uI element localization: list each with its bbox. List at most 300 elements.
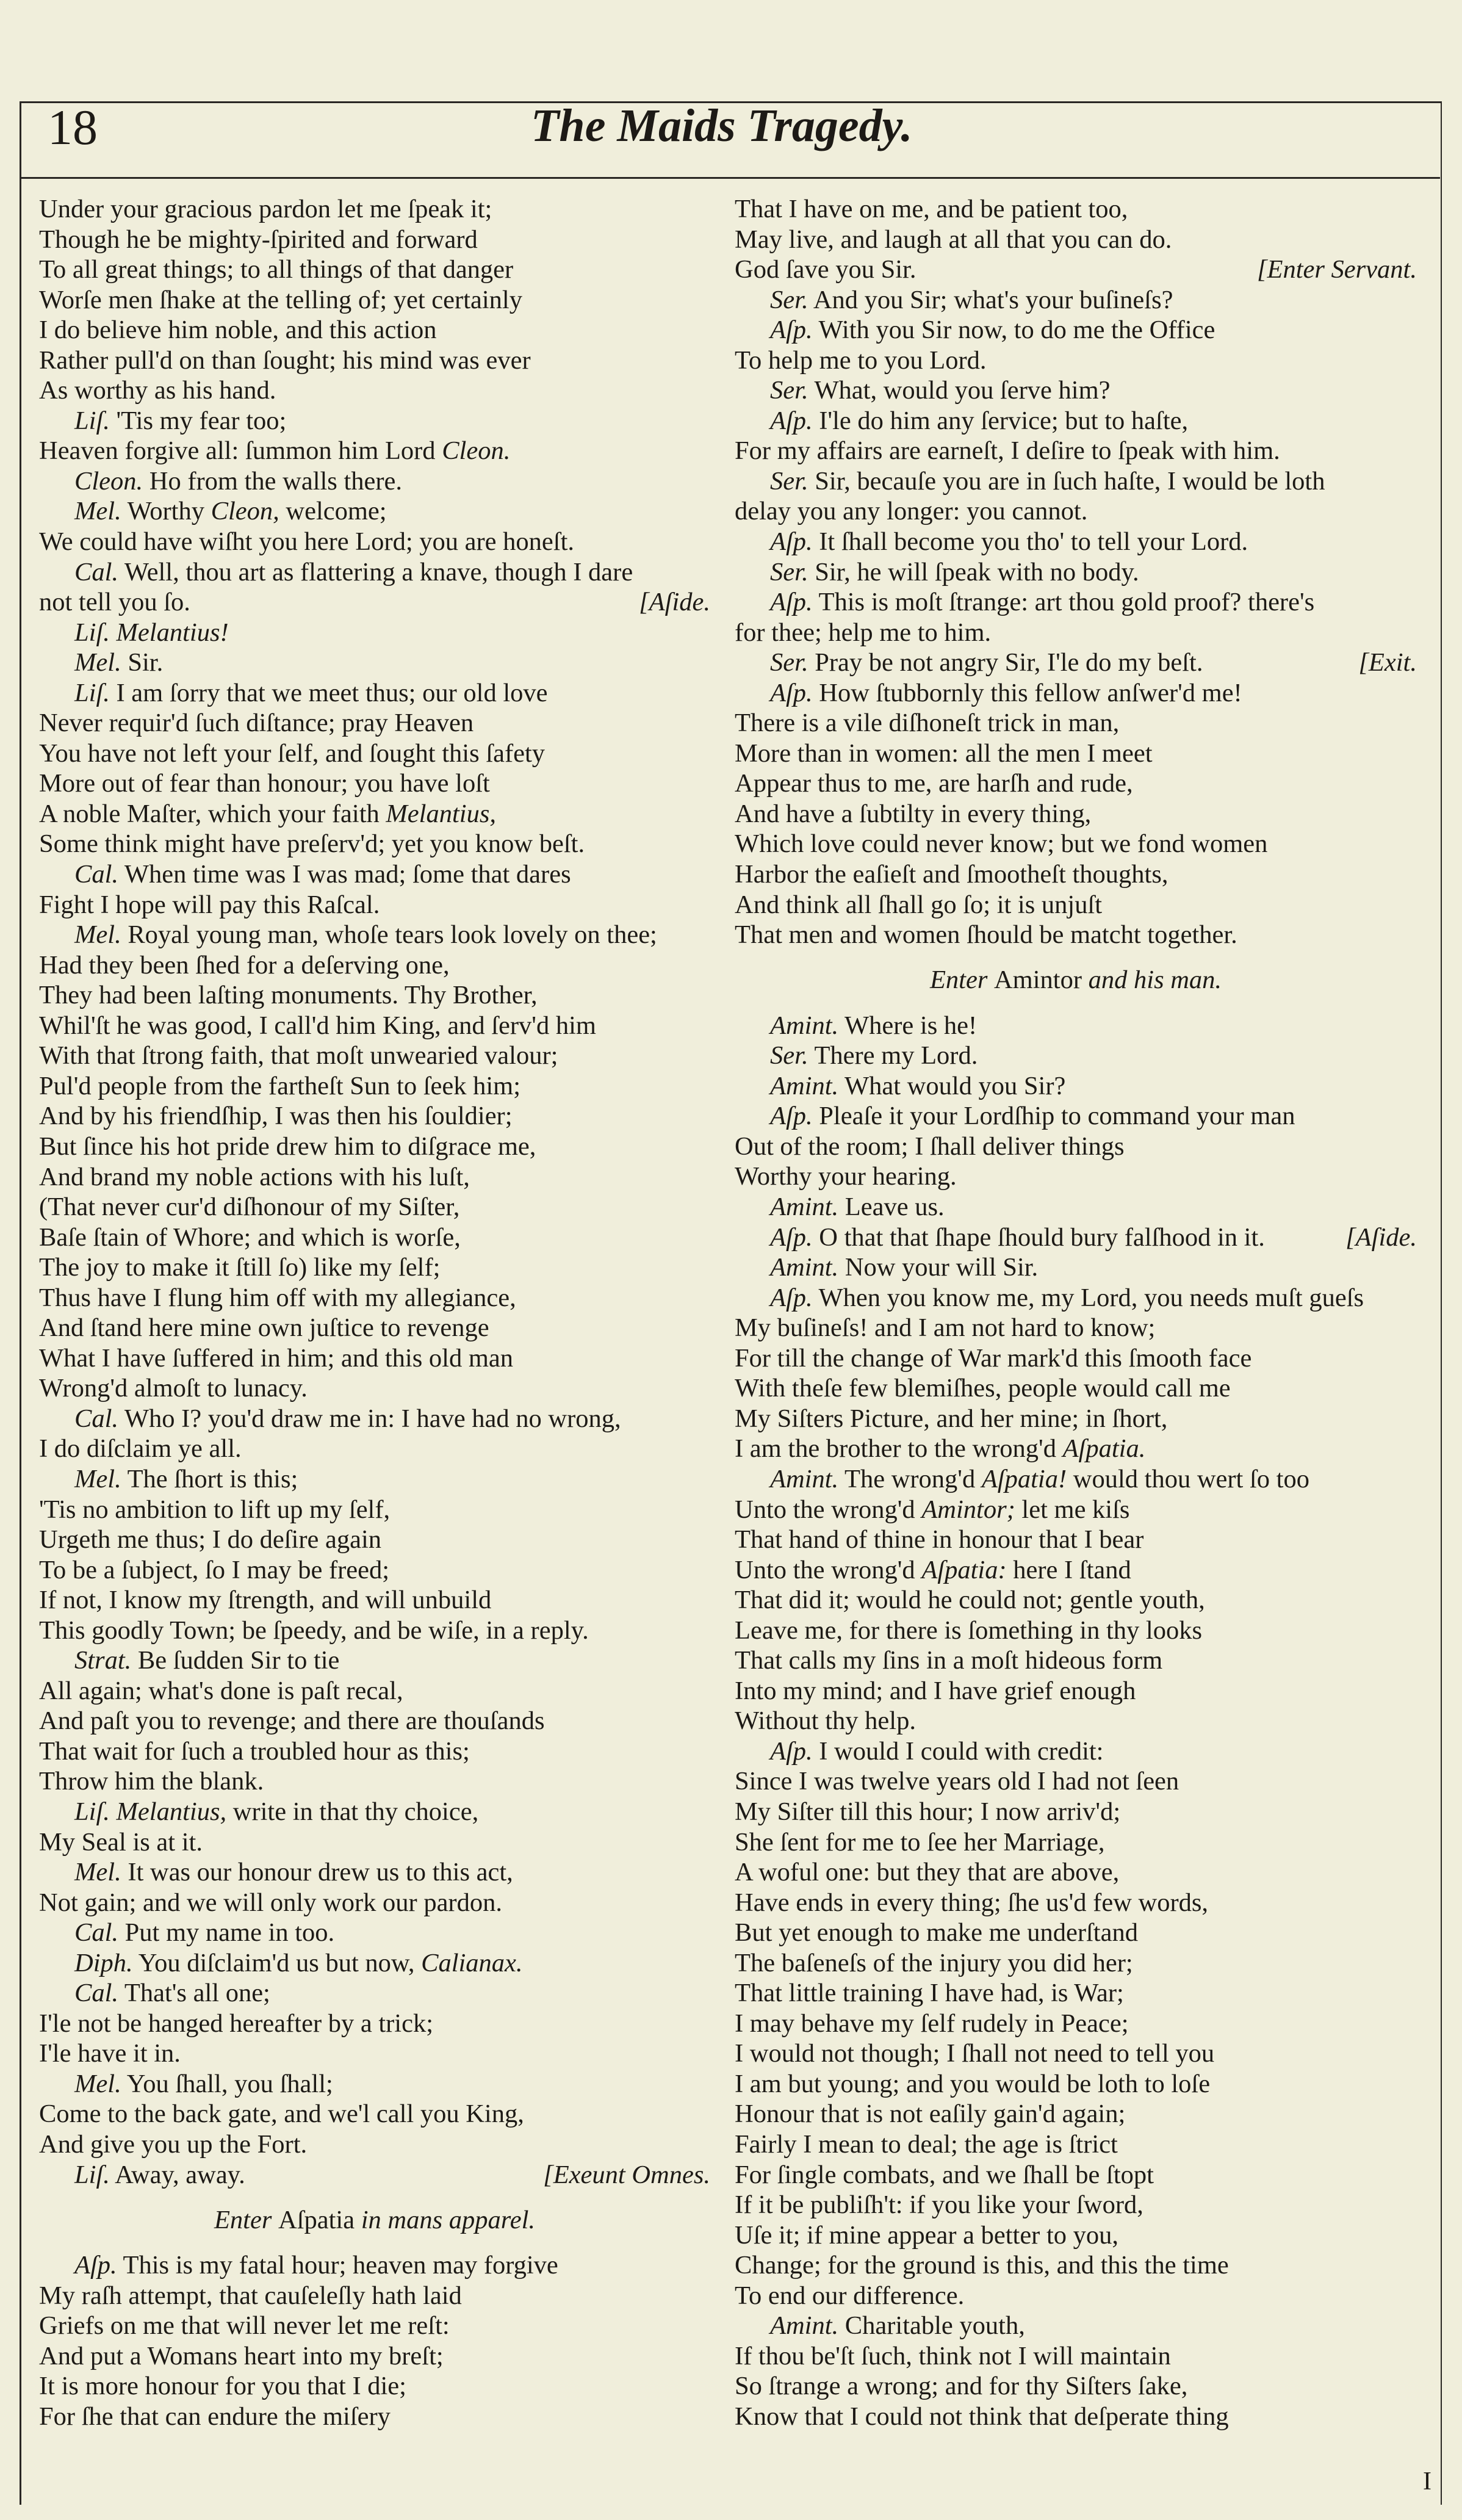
text-line <box>735 1857 1417 1888</box>
dialogue-text: The ſhort is this; <box>127 1464 298 1493</box>
text-line <box>735 1434 1417 1464</box>
dialogue-text: Since I was twelve years old I had not ſeen <box>735 1767 1179 1796</box>
dialogue-text: My Siſters Picture, and her mine; in ſhort, <box>735 1404 1168 1433</box>
text-line <box>39 1192 710 1222</box>
speaker-name: Cal. <box>74 860 119 889</box>
dialogue-text: Out of the room; I ſhall deliver things <box>735 1132 1125 1161</box>
dialogue-text: May live, and laugh at all that you can do. <box>735 225 1172 254</box>
stage-direction-text: and his man. <box>1088 966 1222 995</box>
dialogue-text: It was our honour drew us to this act, <box>128 1858 513 1887</box>
text-line <box>735 1313 1417 1343</box>
dialogue-text: And think all ſhall go ſo; it is unjuſt <box>735 890 1103 919</box>
dialogue-text: The joy to make it ſtill ſo) like my ſelf; <box>39 1253 441 1282</box>
text-line <box>39 1616 710 1646</box>
text-line <box>735 315 1417 345</box>
italic-name: Aſpatia. <box>1062 1434 1146 1464</box>
text-line <box>735 859 1417 890</box>
dialogue-text: Heaven forgive all: ſummon him Lord <box>39 436 442 466</box>
speaker-name: Strat. <box>74 1646 132 1675</box>
spacer <box>39 2190 710 2205</box>
dialogue-text: That calls my ſins in a moſt hideous form <box>735 1646 1163 1675</box>
text-column-left <box>39 194 710 2432</box>
text-line <box>39 345 710 376</box>
text-line <box>735 2341 1417 2372</box>
dialogue-text: Fight I hope will pay this Raſcal. <box>39 890 380 919</box>
running-title: The Maids Tragedy. <box>531 100 913 151</box>
text-line <box>735 1766 1417 1797</box>
text-line <box>39 1948 710 1979</box>
speaker-name: Ser. <box>770 466 808 496</box>
dialogue-text: Under your gracious pardon let me ſpeak it; <box>39 195 492 223</box>
dialogue-text: Who I? you'd draw me in: I have had no wrong, <box>124 1404 621 1433</box>
text-line <box>39 2205 710 2236</box>
dialogue-text: For ſhe that can endure the miſery <box>39 2402 391 2431</box>
dialogue-text: Unto the wrong'd <box>735 1495 922 1524</box>
speaker-name: Cal. <box>74 1979 119 2008</box>
text-line <box>39 1918 710 1948</box>
text-line <box>735 1706 1417 1736</box>
text-line <box>39 1071 710 1102</box>
dialogue-text: That hand of thine in honour that I bear <box>735 1525 1144 1554</box>
speaker-name: Aſp. <box>770 588 813 617</box>
italic-name: Aſpatia! <box>981 1464 1067 1493</box>
speaker-name: Aſp. <box>770 527 813 557</box>
dialogue-text: This goodly Town; be ſpeedy, and be wiſe, in a reply. <box>39 1616 589 1645</box>
dialogue-text: She ſent for me to ſee her Marriage, <box>735 1827 1105 1857</box>
text-line <box>735 375 1417 406</box>
stage-direction: [Exeunt Omnes. <box>543 2160 710 2189</box>
text-line <box>735 1373 1417 1404</box>
dialogue-text: Fairly I mean to deal; the age is ſtrict <box>735 2129 1118 2159</box>
dialogue-text: Some think might have preſerv'd; yet you know beſt. <box>39 829 585 859</box>
speaker-name: Liſ. <box>74 2160 110 2189</box>
text-line <box>39 2129 710 2160</box>
text-line <box>735 1797 1417 1827</box>
dialogue-text: Charitable youth, <box>844 2311 1025 2341</box>
dialogue-text: Ho from the walls there. <box>149 466 403 496</box>
text-line <box>735 1343 1417 1374</box>
text-line <box>39 527 710 557</box>
dialogue-text: They had been laſting monuments. Thy Brother, <box>39 981 538 1010</box>
text-line <box>39 587 710 618</box>
dialogue-text: What would you Sir? <box>844 1071 1066 1100</box>
italic-name: Calianax. <box>421 1948 523 1977</box>
italic-name: Amintor; <box>921 1495 1015 1524</box>
dialogue-text: I'le have it in. <box>39 2039 181 2068</box>
dialogue-text: My Seal is at it. <box>39 1827 203 1857</box>
speaker-name: Amint. <box>770 2311 839 2341</box>
text-line <box>735 557 1417 588</box>
speaker-name: Aſp. <box>74 2251 117 2280</box>
text-line <box>735 466 1417 497</box>
text-line <box>735 799 1417 829</box>
speaker-name: Aſp. <box>770 1283 813 1312</box>
dialogue-text: Have ends in every thing; ſhe us'd few words, <box>735 1888 1209 1917</box>
spacer <box>735 995 1417 1011</box>
dialogue-text: And paſt you to revenge; and there are thouſands <box>39 1706 545 1736</box>
text-line <box>735 2009 1417 2039</box>
text-line <box>735 1585 1417 1616</box>
dialogue-text: My raſh attempt, that cauſeleſly hath laid <box>39 2281 462 2310</box>
dialogue-text: I may behave my ſelf rudely in Peace; <box>735 2009 1129 2038</box>
speaker-name: Amint. <box>770 1071 839 1100</box>
speaker-name: Cal. <box>74 1918 119 1948</box>
text-line <box>735 1071 1417 1102</box>
speaker-name: Amint. <box>770 1193 839 1222</box>
speaker-name: Mel. <box>74 648 121 677</box>
speaker-name: Ser. <box>770 376 808 405</box>
dialogue-text: Urgeth me thus; I do deſire again <box>39 1525 382 1554</box>
text-line <box>735 1132 1417 1162</box>
dialogue-text: Where is he! <box>844 1011 978 1040</box>
speaker-name: Liſ. <box>74 618 110 647</box>
dialogue-text: So ſtrange a wrong; and for thy Siſters ſake, <box>735 2372 1188 2401</box>
stage-direction: [Exit. <box>1358 648 1417 677</box>
text-line <box>39 1555 710 1586</box>
dialogue-text: That men and women ſhould be matcht together. <box>735 920 1237 950</box>
dialogue-text: Worthy <box>127 497 211 526</box>
dialogue-text: We could have wiſht you here Lord; you are honeſt. <box>39 527 574 557</box>
italic-name: Aſpatia: <box>921 1555 1007 1584</box>
text-line <box>39 225 710 255</box>
dialogue-text: Whil'ſt he was good, I call'd him King, and ſerv'd him <box>39 1011 596 1040</box>
speaker-name: Amint. <box>770 1011 839 1040</box>
dialogue-text: I am the brother to the wrong'd <box>735 1434 1063 1464</box>
speaker-name: Ser. <box>770 1041 808 1070</box>
text-line <box>735 890 1417 920</box>
speaker-name: Mel. <box>74 1464 121 1493</box>
text-line <box>735 225 1417 255</box>
dialogue-text: Now your will Sir. <box>844 1253 1039 1282</box>
dialogue-text: 'Tis my fear too; <box>116 406 287 435</box>
dialogue-text: Had they been ſhed for a deſerving one, <box>39 950 450 980</box>
dialogue-text: A noble Maſter, which your faith <box>39 799 386 828</box>
dialogue-text: If thou be'ſt ſuch, think not I will maintain <box>735 2341 1171 2370</box>
text-line <box>735 2250 1417 2281</box>
speaker-name: Aſp. <box>770 1222 813 1252</box>
dialogue-text: Be ſudden Sir to tie <box>137 1646 340 1675</box>
dialogue-text: I would not though; I ſhall not need to tell you <box>735 2039 1215 2068</box>
speaker-name: Ser. <box>770 285 808 314</box>
text-line <box>39 1797 710 1827</box>
text-line <box>735 1676 1417 1706</box>
dialogue-text: That did it; would he could not; gentle youth, <box>735 1586 1205 1615</box>
text-line <box>735 285 1417 316</box>
text-line <box>39 2009 710 2039</box>
dialogue-text: To be a ſubject, ſo I may be freed; <box>39 1555 390 1584</box>
dialogue-text: I'le not be hanged hereafter by a trick; <box>39 2009 434 2038</box>
text-line <box>735 2129 1417 2160</box>
text-line <box>39 1252 710 1283</box>
text-line <box>39 1101 710 1132</box>
text-line <box>39 1495 710 1525</box>
text-line <box>39 2160 710 2190</box>
text-line <box>39 1585 710 1616</box>
dialogue-text: There is a vile diſhoneſt trick in man, <box>735 709 1120 738</box>
text-line <box>39 2371 710 2402</box>
stage-direction: [Enter Servant. <box>1256 255 1417 284</box>
text-line <box>735 1736 1417 1767</box>
text-line <box>735 496 1417 527</box>
dialogue-text: And brand my noble actions with his luſt, <box>39 1162 470 1191</box>
dialogue-text: Know that I could not think that deſperate thing <box>735 2402 1229 2431</box>
text-line <box>735 2069 1417 2099</box>
text-line <box>735 436 1417 466</box>
text-line <box>39 920 710 950</box>
dialogue-text: God ſave you Sir. <box>735 255 916 284</box>
dialogue-text: You diſclaim'd us but now, <box>138 1948 422 1977</box>
dialogue-text: Which love could never know; but we fond women <box>735 829 1268 859</box>
dialogue-text: The baſeneſs of the injury you did her; <box>735 1948 1133 1977</box>
speaker-name: Aſp. <box>770 678 813 707</box>
spacer <box>39 2235 710 2250</box>
text-line <box>39 2341 710 2372</box>
text-line <box>735 1192 1417 1222</box>
italic-name: Cleon, <box>211 497 279 526</box>
speaker-name: Amint. <box>770 1253 839 1282</box>
text-line <box>39 285 710 316</box>
text-line <box>735 1464 1417 1495</box>
speaker-name: Mel. <box>74 920 121 950</box>
text-line <box>39 436 710 466</box>
text-line <box>735 1041 1417 1071</box>
text-line <box>735 1978 1417 2009</box>
text-line <box>735 829 1417 859</box>
text-line <box>39 648 710 678</box>
text-line <box>735 345 1417 376</box>
dialogue-text: I'le do him any ſervice; but to haſte, <box>819 406 1189 435</box>
dialogue-text: Pul'd people from the fartheſt Sun to ſeek him; <box>39 1071 521 1100</box>
dialogue-text: And you Sir; what's your buſineſs? <box>813 285 1173 314</box>
text-line <box>39 1645 710 1676</box>
text-line <box>735 965 1417 995</box>
dialogue-text: I would I could with credit: <box>819 1736 1104 1766</box>
text-line <box>39 1313 710 1343</box>
stage-direction-enter: Enter <box>214 2205 278 2234</box>
spacer <box>735 950 1417 966</box>
dialogue-text: O that that ſhape ſhould bury falſhood in it. <box>819 1222 1265 1252</box>
text-line <box>39 1222 710 1253</box>
text-line <box>39 255 710 285</box>
header-rule <box>20 177 1440 179</box>
text-line <box>39 1766 710 1797</box>
text-line <box>735 1404 1417 1434</box>
text-line <box>735 194 1417 225</box>
stage-direction-text: in mans apparel. <box>361 2205 536 2234</box>
dialogue-text: What, would you ſerve him? <box>814 376 1111 405</box>
dialogue-text: If it be publiſh't: if you like your ſword, <box>735 2190 1143 2220</box>
text-line <box>39 1464 710 1495</box>
text-line <box>735 1161 1417 1192</box>
dialogue-text: All again; what's done is paſt recal, <box>39 1676 403 1705</box>
dialogue-text: I do diſclaim ye all. <box>39 1434 242 1464</box>
text-line <box>735 1555 1417 1586</box>
text-line <box>735 1252 1417 1283</box>
character-name: Amintor <box>993 966 1089 995</box>
text-line <box>39 315 710 345</box>
dialogue-text: That little training I have had, is War; <box>735 1979 1124 2008</box>
text-line <box>39 1283 710 1313</box>
dialogue-text: Not gain; and we will only work our pardon. <box>39 1888 502 1917</box>
text-line <box>39 2250 710 2281</box>
dialogue-text: Throw him the blank. <box>39 1767 264 1796</box>
dialogue-text: Put my name in too. <box>124 1918 335 1948</box>
text-line <box>39 2402 710 2432</box>
text-line <box>39 708 710 738</box>
text-line <box>39 1857 710 1888</box>
text-line <box>39 1978 710 2009</box>
speaker-name: Cal. <box>74 557 119 587</box>
dialogue-text: Harbor the eaſieſt and ſmootheſt thoughts, <box>735 860 1169 889</box>
text-line <box>735 708 1417 738</box>
text-line <box>39 2311 710 2341</box>
text-line <box>735 1011 1417 1041</box>
text-line <box>39 1373 710 1404</box>
text-line <box>735 2220 1417 2251</box>
text-line <box>735 1888 1417 1918</box>
text-line <box>735 406 1417 436</box>
speaker-name: Liſ. <box>74 406 110 435</box>
text-line <box>39 496 710 527</box>
stage-direction-enter: Enter <box>929 966 994 995</box>
dialogue-text: A woful one: but they that are above, <box>735 1858 1120 1887</box>
text-line <box>735 255 1417 285</box>
dialogue-text: 'Tis no ambition to lift up my ſelf, <box>39 1495 391 1524</box>
dialogue-text: For ſingle combats, and we ſhall be ſtopt <box>735 2160 1154 2189</box>
dialogue-text: As worthy as his hand. <box>39 376 276 405</box>
dialogue-text: Thus have I flung him off with my allegiance, <box>39 1283 516 1312</box>
speaker-name: Aſp. <box>770 406 813 435</box>
text-line <box>39 466 710 497</box>
speaker-name: Liſ. <box>74 1797 110 1826</box>
dialogue-text: Leave us. <box>844 1193 945 1222</box>
dialogue-text: And ſtand here mine own juſtice to revenge <box>39 1313 489 1343</box>
speaker-name: Liſ. <box>74 678 110 707</box>
text-line <box>39 738 710 769</box>
text-column-right <box>735 194 1417 2432</box>
speaker-name: Ser. <box>770 648 808 677</box>
text-line <box>39 1404 710 1434</box>
dialogue-text: Come to the back gate, and we'l call you King, <box>39 2099 524 2129</box>
text-line <box>39 1343 710 1374</box>
dialogue-text: To all great things; to all things of that danger <box>39 255 514 284</box>
text-line <box>735 1948 1417 1979</box>
dialogue-text: To help me to you Lord. <box>735 345 987 375</box>
catchword: I <box>1423 2468 1431 2496</box>
character-name: Aſpatia <box>278 2205 361 2234</box>
text-line <box>39 950 710 981</box>
dialogue-text: Worthy your hearing. <box>735 1162 957 1191</box>
text-line <box>735 2038 1417 2069</box>
italic-name: Melantius! <box>116 618 229 647</box>
dialogue-text: Rather pull'd on than ſought; his mind was ever <box>39 345 531 375</box>
dialogue-text: here I ſtand <box>1006 1555 1131 1584</box>
text-line <box>735 1222 1417 1253</box>
dialogue-text: But yet enough to make me underſtand <box>735 1918 1138 1948</box>
dialogue-text: not tell you ſo. <box>39 588 190 617</box>
dialogue-text: Sir. <box>128 648 164 677</box>
text-line <box>735 768 1417 799</box>
dialogue-text: Sir, becauſe you are in ſuch haſte, I would be loth <box>815 466 1325 496</box>
dialogue-text: The wrong'd <box>844 1464 982 1493</box>
text-line <box>735 678 1417 709</box>
dialogue-text: write in that thy choice, <box>226 1797 479 1826</box>
dialogue-text: welcome; <box>279 497 387 526</box>
text-line <box>735 1918 1417 1948</box>
dialogue-text: When you know me, my Lord, you needs muſt gueſs <box>818 1283 1364 1312</box>
dialogue-text: Honour that is not eaſily gain'd again; <box>735 2099 1126 2129</box>
speaker-name: Aſp. <box>770 1736 813 1766</box>
speaker-name: Diph. <box>74 1948 133 1977</box>
dialogue-text: More than in women: all the men I meet <box>735 738 1153 768</box>
dialogue-text: It ſhall become you tho' to tell your Lord. <box>819 527 1248 557</box>
text-line <box>39 2099 710 2129</box>
dialogue-text: And by his friendſhip, I was then his ſouldier; <box>39 1102 513 1131</box>
text-line <box>39 1706 710 1736</box>
dialogue-text: And have a ſubtilty in every thing, <box>735 799 1092 828</box>
page-number: 18 <box>48 99 98 155</box>
text-line <box>735 1525 1417 1555</box>
dialogue-text: With that ſtrong faith, that moſt unwearied valour; <box>39 1041 558 1070</box>
dialogue-text: Without thy help. <box>735 1706 916 1736</box>
dialogue-text: would thou wert ſo too <box>1067 1464 1309 1493</box>
text-line <box>735 527 1417 557</box>
text-line <box>39 980 710 1011</box>
text-line <box>735 587 1417 618</box>
speaker-name: Aſp. <box>770 1102 813 1131</box>
dialogue-text: Uſe it; if mine appear a better to you, <box>735 2220 1119 2250</box>
text-line <box>735 2311 1417 2341</box>
text-line <box>735 920 1417 950</box>
dialogue-text: How ſtubbornly this fellow anſwer'd me! <box>819 678 1242 707</box>
dialogue-text: Well, thou art as flattering a knave, though I dare <box>124 557 633 587</box>
text-line <box>735 618 1417 648</box>
dialogue-text: It is more honour for you that I die; <box>39 2372 406 2401</box>
italic-name: Melantius, <box>386 799 496 828</box>
dialogue-text: Pray be not angry Sir, I'le do my beſt. <box>815 648 1203 677</box>
dialogue-text: Away, away. <box>115 2160 245 2189</box>
text-line <box>735 648 1417 678</box>
dialogue-text: But ſince his hot pride drew him to diſgrace me, <box>39 1132 536 1161</box>
text-line <box>735 2281 1417 2311</box>
text-line <box>39 618 710 648</box>
text-line <box>735 1495 1417 1525</box>
speaker-name: Cleon. <box>74 466 143 496</box>
dialogue-text: That wait for ſuch a troubled hour as this; <box>39 1736 470 1766</box>
speaker-name: Mel. <box>74 2069 121 2098</box>
text-line <box>39 799 710 829</box>
dialogue-text: My buſineſs! and I am not hard to know; <box>735 1313 1156 1343</box>
dialogue-text: Baſe ſtain of Whore; and which is worſe, <box>39 1222 461 1252</box>
dialogue-text: What I have ſuffered in him; and this old man <box>39 1343 513 1373</box>
speaker-name: Mel. <box>74 497 121 526</box>
dialogue-text: Unto the wrong'd <box>735 1555 922 1584</box>
text-line <box>39 194 710 225</box>
dialogue-text: With theſe few blemiſhes, people would call me <box>735 1374 1231 1403</box>
text-line <box>735 2190 1417 2220</box>
dialogue-text: That's all one; <box>124 1979 270 2008</box>
dialogue-text: For till the change of War mark'd this ſmooth face <box>735 1343 1252 1373</box>
dialogue-text: Into my mind; and I have grief enough <box>735 1676 1136 1705</box>
text-line <box>735 2160 1417 2190</box>
text-line <box>39 1041 710 1071</box>
dialogue-text: With you Sir now, to do me the Office <box>818 316 1215 345</box>
text-line <box>735 1283 1417 1313</box>
dialogue-text: That I have on me, and be patient too, <box>735 195 1128 223</box>
text-line <box>39 829 710 859</box>
text-line <box>39 2038 710 2069</box>
dialogue-text: for thee; help me to him. <box>735 618 992 647</box>
